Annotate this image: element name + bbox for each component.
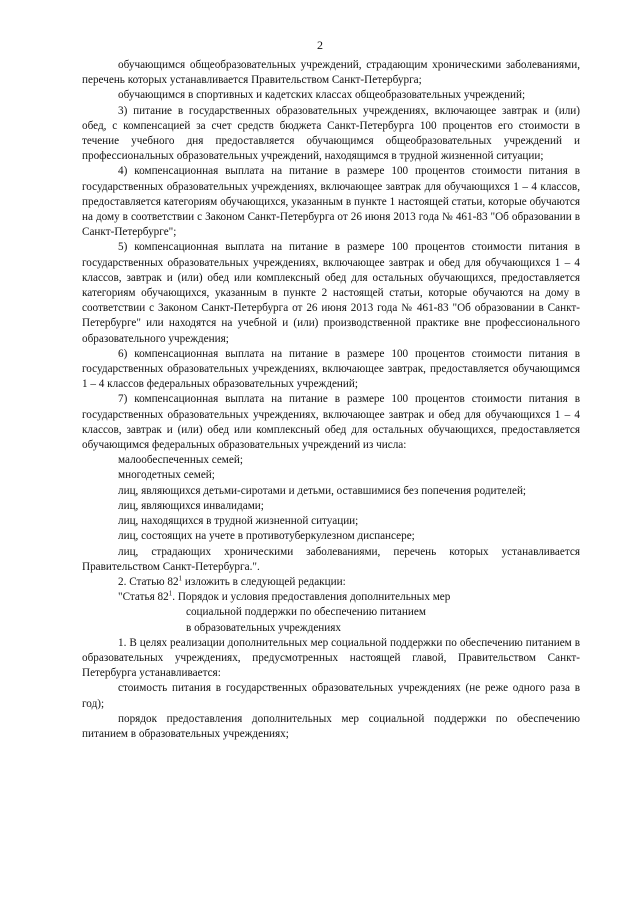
paragraph: обучающимся в спортивных и кадетских классах общеобразовательных учреждений; [118, 89, 526, 102]
article-paragraph: порядок предоставления дополнительных мер социальной поддержки по обеспечению питанием в образовательных учреждениях; [82, 712, 580, 740]
paragraph-item-4: 4) компенсационная выплата на питание в размере 100 процентов стоимости питания в государственных образовательных учреждениях, включающее завтрак для обучающихся 1 – 4 классов, предоставляется категориям обучающихся, указанным в пункте 1 настоящей статьи, которые обучаются на дому в соответствии с Законом Санкт-Петербурга от 26 июня 2013 года № 461-83 "Об образовании в Санкт-Петербурге"; [82, 165, 580, 239]
article-heading-line1: . Порядок и условия предоставления дополнительных мер [172, 591, 451, 604]
amendment-intro-sup: 1 [178, 574, 183, 583]
article-heading-sup: 1 [168, 589, 173, 598]
paragraph: обучающимся общеобразовательных учреждений, страдающим хроническими заболеваниями, перечень которых устанавливается Правительством Санкт-Петербурга; [82, 59, 580, 87]
list-item: лиц, находящихся в трудной жизненной ситуации; [118, 515, 359, 528]
amendment-intro [82, 575, 580, 590]
list-item: лиц, являющихся инвалидами; [118, 499, 264, 512]
article-heading-line2: социальной поддержки по обеспечению питанием [186, 606, 426, 619]
document-body [82, 58, 580, 742]
article-heading-line3: в образовательных учреждениях [186, 621, 341, 634]
list-item: малообеспеченных семей; [118, 454, 243, 467]
list-item: лиц, являющихся детьми-сиротами и детьми, оставшимися без попечения родителей; [118, 484, 527, 497]
article-heading-prefix: "Статья 82 [118, 591, 169, 604]
paragraph-item-6: 6) компенсационная выплата на питание в размере 100 процентов стоимости питания в государственных образовательных учреждениях, включающее завтрак, предоставляется обучающимся 1 – 4 классов федеральных образовательных учреждений; [82, 347, 580, 391]
amendment-intro-prefix: 2. Статью 82 [118, 575, 179, 588]
list-item: лиц, состоящих на учете в противотуберкулезном диспансере; [118, 530, 415, 543]
page-number: 2 [317, 38, 323, 52]
list-item: многодетных семей; [118, 469, 215, 482]
paragraph-item-3: 3) питание в государственных образовательных учреждениях, включающее завтрак и (или) обед, с компенсацией за счет средств бюджета Санкт-Петербурга 100 процентов его стоимости в течение учебного дня предоставляется обучающимся общеобразовательных учреждений и профессиональных образовательных учреждений, находящимся в трудной жизненной ситуации; [82, 104, 580, 163]
article-paragraph: стоимость питания в государственных образовательных учреждениях (не реже одного раза в год); [82, 682, 580, 710]
article-heading [82, 590, 580, 605]
paragraph-item-7: 7) компенсационная выплата на питание в размере 100 процентов стоимости питания в государственных образовательных учреждениях, включающее завтрак и обед для обучающихся 1 – 4 классов, завтрак и (или) обед или комплексный обед для остальных обучающихся, предоставляется обучающимся федеральных образовательных учреждений из числа: [82, 393, 580, 452]
list-item: лиц, страдающих хроническими заболеваниями, перечень которых устанавливается Правительством Санкт-Петербурга.". [82, 545, 580, 573]
amendment-intro-suffix: изложить в следующей редакции: [182, 575, 346, 588]
article-paragraph-1: 1. В целях реализации дополнительных мер социальной поддержки по обеспечению питанием в образовательных учреждениях, предусмотренных настоящей главой, Правительством Санкт-Петербурга устанавливается: [82, 636, 580, 680]
paragraph-item-5: 5) компенсационная выплата на питание в размере 100 процентов стоимости питания в государственных образовательных учреждениях, включающее завтрак и обед для обучающихся 1 – 4 классов, завтрак и (или) обед или комплексный обед для остальных обучающихся, предоставляется категориям обучающихся, указанным в пункте 2 настоящей статьи, которые обучаются на дому в соответствии с Законом Санкт-Петербурга от 26 июня 2013 года № 461-83 "Об образовании в Санкт-Петербурге" или находятся на учебной и (или) производственной практике вне профессионального образовательного учреждения; [82, 241, 580, 345]
